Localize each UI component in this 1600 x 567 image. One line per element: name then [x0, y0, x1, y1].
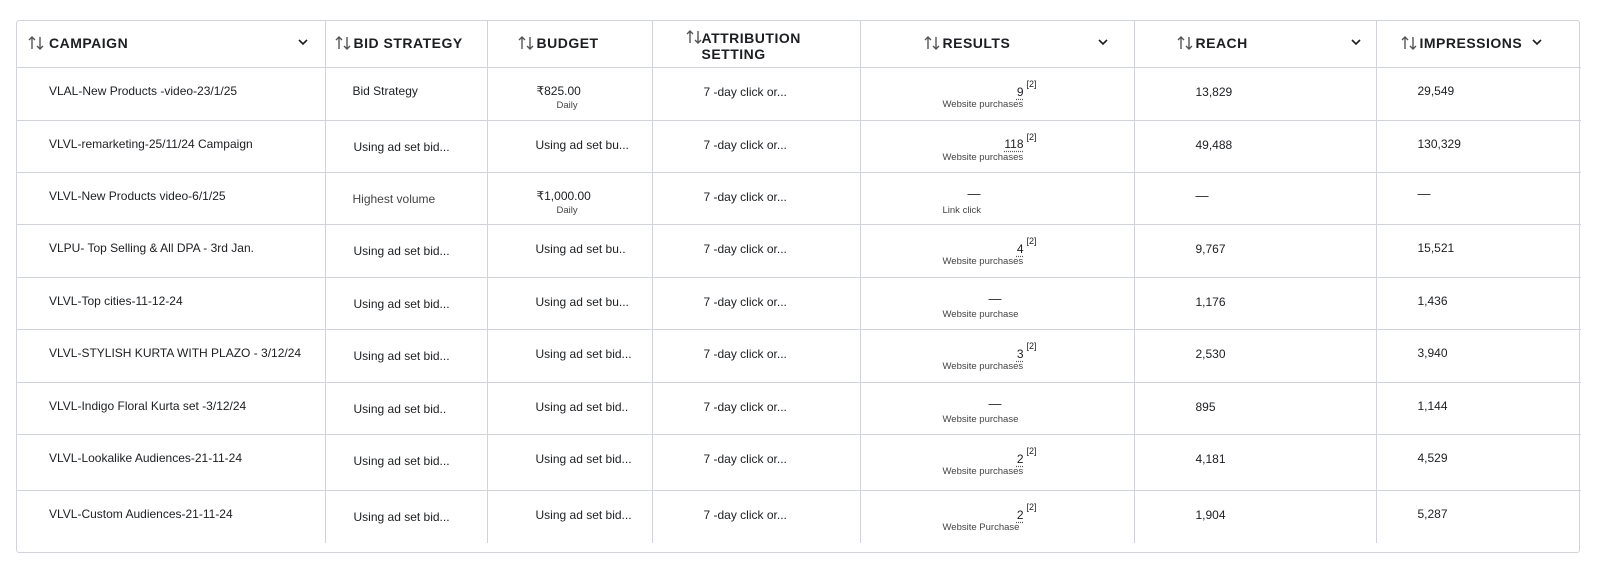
result-value[interactable]: 9 — [1016, 84, 1024, 99]
cell-bid-strategy — [325, 67, 487, 120]
sort-icon[interactable] — [517, 34, 535, 52]
impressions-value: 15,521 — [1417, 240, 1455, 255]
sort-icon[interactable] — [1400, 34, 1418, 52]
impressions-value: — — [1417, 185, 1431, 201]
budget-value: Using ad set bu.. — [535, 241, 626, 256]
cell-campaign[interactable] — [17, 277, 325, 329]
cell-reach — [1134, 172, 1376, 224]
budget-value: Using ad set bu... — [535, 294, 629, 309]
cell-campaign[interactable] — [17, 120, 325, 172]
result-footnote[interactable]: [2] — [1026, 445, 1037, 456]
budget-value: ₹825.00 — [536, 83, 581, 98]
cell-reach — [1134, 434, 1376, 490]
sort-icon[interactable] — [27, 34, 45, 52]
cell-bid-strategy — [325, 434, 487, 490]
budget-value: Using ad set bid... — [535, 451, 632, 466]
column-header-attribution-setting[interactable] — [652, 21, 860, 67]
cell-results[interactable] — [860, 224, 1134, 277]
budget-value: Using ad set bid... — [535, 346, 632, 361]
result-type: Website Purchase — [942, 521, 1020, 533]
campaign-name-link[interactable]: VLVL-STYLISH KURTA WITH PLAZO - 3/12/24 — [49, 345, 302, 360]
result-type: Website purchases — [942, 98, 1024, 110]
cell-bid-strategy — [325, 120, 487, 172]
column-label-line1: ATTRIBUTION — [701, 30, 801, 46]
cell-attribution — [652, 120, 860, 172]
table-row[interactable] — [17, 434, 1581, 490]
result-type: Website purchases — [942, 465, 1024, 477]
cell-impressions — [1376, 224, 1581, 277]
table-row[interactable] — [17, 224, 1581, 277]
cell-attribution — [652, 224, 860, 277]
column-label-line2: SETTING — [701, 46, 766, 62]
cell-results[interactable] — [860, 434, 1134, 490]
column-header-campaign[interactable] — [17, 21, 325, 67]
result-value[interactable]: 4 — [1016, 241, 1024, 256]
cell-campaign[interactable] — [17, 329, 325, 382]
result-footnote[interactable]: [2] — [1026, 235, 1037, 246]
column-header-budget[interactable] — [487, 21, 652, 67]
chevron-down-icon[interactable] — [295, 34, 311, 50]
cell-results[interactable] — [860, 277, 1134, 329]
cell-impressions — [1376, 490, 1581, 543]
cell-attribution — [652, 277, 860, 329]
result-value: — — [967, 185, 981, 201]
attribution-value: 7 -day click or... — [703, 294, 787, 309]
bid-strategy-value: Using ad set bid... — [353, 453, 450, 468]
cell-reach — [1134, 224, 1376, 277]
cell-budget — [487, 277, 652, 329]
cell-attribution — [652, 434, 860, 490]
cell-results[interactable] — [860, 382, 1134, 434]
chevron-down-icon[interactable] — [1529, 34, 1545, 50]
campaign-name-link[interactable]: VLVL-Custom Audiences-21-11-24 — [49, 506, 233, 521]
cell-impressions — [1376, 277, 1581, 329]
result-type: Website purchase — [942, 413, 1019, 425]
attribution-value: 7 -day click or... — [703, 451, 787, 466]
result-type: Website purchases — [942, 360, 1024, 372]
bid-strategy-value: Using ad set bid... — [353, 509, 450, 524]
result-footnote[interactable]: [2] — [1026, 340, 1037, 351]
campaign-name-link[interactable]: VLVL-New Products video-6/1/25 — [49, 188, 226, 203]
reach-value: 13,829 — [1195, 84, 1233, 99]
table-row[interactable] — [17, 329, 1581, 382]
budget-period: Daily — [556, 204, 578, 216]
chevron-down-icon[interactable] — [1095, 34, 1111, 50]
cell-budget — [487, 67, 652, 120]
campaign-name-link[interactable]: VLPU- Top Selling & All DPA - 3rd Jan. — [49, 240, 254, 255]
sort-icon[interactable] — [1176, 34, 1194, 52]
cell-impressions — [1376, 120, 1581, 172]
cell-impressions — [1376, 67, 1581, 120]
reach-value: 2,530 — [1195, 346, 1226, 361]
result-footnote[interactable]: [2] — [1026, 131, 1037, 142]
cell-budget — [487, 224, 652, 277]
table-row[interactable] — [17, 67, 1581, 120]
impressions-value: 4,529 — [1417, 450, 1448, 465]
result-footnote[interactable]: [2] — [1026, 78, 1037, 89]
attribution-value: 7 -day click or... — [703, 346, 787, 361]
bid-strategy-value: Highest volume — [352, 191, 436, 206]
campaign-name-link[interactable]: VLVL-Lookalike Audiences-21-11-24 — [49, 450, 243, 465]
cell-results[interactable] — [860, 172, 1134, 224]
attribution-value: 7 -day click or... — [703, 399, 787, 414]
cell-bid-strategy — [325, 329, 487, 382]
bid-strategy-value: Using ad set bid... — [353, 139, 450, 154]
chevron-down-icon[interactable] — [1348, 34, 1364, 50]
budget-value: Using ad set bu... — [535, 137, 629, 152]
cell-attribution — [652, 490, 860, 543]
cell-reach — [1134, 382, 1376, 434]
budget-value: ₹1,000.00 — [536, 188, 591, 203]
cell-attribution — [652, 382, 860, 434]
cell-bid-strategy — [325, 382, 487, 434]
cell-impressions — [1376, 382, 1581, 434]
column-label: BID STRATEGY — [353, 35, 463, 51]
cell-attribution — [652, 172, 860, 224]
attribution-value: 7 -day click or... — [703, 84, 787, 99]
table-row[interactable] — [17, 382, 1581, 434]
result-type: Website purchases — [942, 151, 1024, 163]
column-header-impressions[interactable] — [1376, 21, 1581, 67]
budget-value: Using ad set bid.. — [535, 399, 629, 414]
campaign-name-link[interactable]: VLAL-New Products -video-23/1/25 — [49, 83, 238, 98]
cell-results[interactable] — [860, 329, 1134, 382]
column-label — [702, 30, 802, 62]
column-header-bid-strategy[interactable] — [325, 21, 487, 67]
bid-strategy-value: Using ad set bid.. — [353, 401, 447, 416]
campaigns-table — [16, 20, 1580, 553]
column-header-results[interactable] — [860, 21, 1134, 67]
attribution-value: 7 -day click or... — [703, 189, 787, 204]
reach-value: 49,488 — [1195, 137, 1233, 152]
cell-reach — [1134, 490, 1376, 543]
table-row[interactable] — [17, 277, 1581, 329]
cell-budget — [487, 329, 652, 382]
cell-budget — [487, 434, 652, 490]
impressions-value: 1,144 — [1417, 398, 1448, 413]
bid-strategy-value: Bid Strategy — [352, 83, 418, 98]
cell-campaign[interactable] — [17, 172, 325, 224]
cell-bid-strategy — [325, 490, 487, 543]
cell-attribution — [652, 67, 860, 120]
cell-bid-strategy — [325, 172, 487, 224]
result-type: Website purchase — [942, 308, 1019, 320]
table-row[interactable] — [17, 490, 1581, 543]
cell-reach — [1134, 67, 1376, 120]
table-row[interactable] — [17, 172, 1581, 224]
reach-value: 1,904 — [1195, 507, 1226, 522]
table-body — [17, 67, 1581, 543]
reach-value: 895 — [1195, 399, 1216, 414]
cell-impressions — [1376, 329, 1581, 382]
cell-budget — [487, 382, 652, 434]
attribution-value: 7 -day click or... — [703, 507, 787, 522]
impressions-value: 29,549 — [1417, 83, 1455, 98]
result-value[interactable]: 2 — [1016, 451, 1024, 466]
table-row[interactable] — [17, 120, 1581, 172]
impressions-value: 3,940 — [1417, 345, 1448, 360]
cell-reach — [1134, 120, 1376, 172]
attribution-value: 7 -day click or... — [703, 241, 787, 256]
bid-strategy-value: Using ad set bid... — [353, 348, 450, 363]
cell-impressions — [1376, 434, 1581, 490]
cell-attribution — [652, 329, 860, 382]
column-label: IMPRESSIONS — [1419, 35, 1523, 51]
cell-reach — [1134, 329, 1376, 382]
campaign-name-link[interactable]: VLVL-remarketing-25/11/24 Campaign — [49, 136, 253, 151]
cell-results[interactable] — [860, 120, 1134, 172]
result-value: — — [988, 290, 1002, 306]
column-label: RESULTS — [942, 35, 1011, 51]
result-footnote[interactable]: [2] — [1026, 501, 1037, 512]
reach-value: 9,767 — [1195, 241, 1226, 256]
budget-value: Using ad set bid... — [535, 507, 632, 522]
column-label: BUDGET — [536, 35, 599, 51]
cell-reach — [1134, 277, 1376, 329]
result-value[interactable]: 118 — [1004, 136, 1024, 151]
header-row — [17, 21, 1581, 67]
cell-campaign[interactable] — [17, 490, 325, 543]
campaigns-grid — [17, 21, 1581, 543]
reach-value: — — [1195, 187, 1209, 203]
cell-budget — [487, 120, 652, 172]
column-label: REACH — [1195, 35, 1248, 51]
sort-icon[interactable] — [923, 34, 941, 52]
cell-bid-strategy — [325, 224, 487, 277]
column-header-reach[interactable] — [1134, 21, 1376, 67]
cell-impressions — [1376, 172, 1581, 224]
cell-campaign[interactable] — [17, 434, 325, 490]
cell-campaign[interactable] — [17, 224, 325, 277]
cell-campaign[interactable] — [17, 382, 325, 434]
impressions-value: 130,329 — [1417, 136, 1461, 151]
campaign-name-link[interactable]: VLVL-Indigo Floral Kurta set -3/12/24 — [49, 398, 247, 413]
impressions-value: 1,436 — [1417, 293, 1448, 308]
reach-value: 1,176 — [1195, 294, 1226, 309]
cell-budget — [487, 172, 652, 224]
bid-strategy-value: Using ad set bid... — [353, 296, 450, 311]
result-value: — — [988, 395, 1002, 411]
cell-results[interactable] — [860, 67, 1134, 120]
cell-budget — [487, 490, 652, 543]
column-label: CAMPAIGN — [49, 35, 129, 51]
cell-campaign[interactable] — [17, 67, 325, 120]
campaign-name-link[interactable]: VLVL-Top cities-11-12-24 — [49, 293, 183, 308]
cell-bid-strategy — [325, 277, 487, 329]
cell-results[interactable] — [860, 490, 1134, 543]
bid-strategy-value: Using ad set bid... — [353, 243, 450, 258]
reach-value: 4,181 — [1195, 451, 1226, 466]
impressions-value: 5,287 — [1417, 506, 1448, 521]
result-type: Link click — [942, 204, 982, 216]
result-value[interactable]: 3 — [1016, 346, 1024, 361]
sort-icon[interactable] — [334, 34, 352, 52]
result-value[interactable]: 2 — [1016, 507, 1024, 522]
attribution-value: 7 -day click or... — [703, 137, 787, 152]
result-type: Website purchases — [942, 255, 1024, 267]
budget-period: Daily — [556, 99, 578, 111]
sort-icon[interactable] — [685, 28, 703, 46]
